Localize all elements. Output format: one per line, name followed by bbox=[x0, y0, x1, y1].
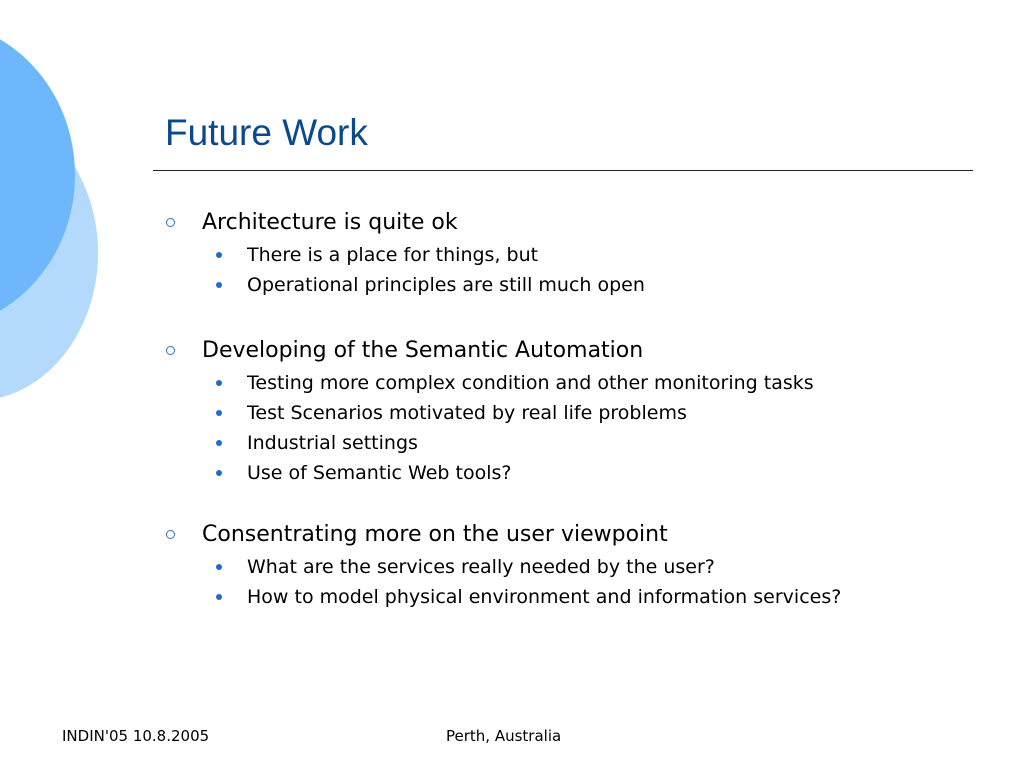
sub-bullet-text: Test Scenarios motivated by real life problems bbox=[247, 402, 687, 424]
sub-bullet-text: Testing more complex condition and other monitoring tasks bbox=[247, 372, 814, 394]
dot-bullet-icon bbox=[216, 410, 222, 416]
sub-bullet bbox=[247, 400, 687, 426]
sub-bullet-text: What are the services really needed by the user? bbox=[247, 556, 715, 578]
bullet-text: Consentrating more on the user viewpoint bbox=[202, 522, 668, 547]
sub-bullet-text: How to model physical environment and information services? bbox=[247, 586, 842, 608]
bullet-text: Developing of the Semantic Automation bbox=[202, 338, 644, 363]
sub-bullet-text: Use of Semantic Web tools? bbox=[247, 462, 512, 484]
sub-bullet-text: Operational principles are still much open bbox=[247, 274, 645, 296]
sub-bullet bbox=[247, 370, 814, 396]
dot-bullet-icon bbox=[216, 594, 222, 600]
dot-bullet-icon bbox=[216, 380, 222, 386]
hollow-circle-bullet-icon bbox=[166, 530, 175, 539]
hollow-circle-bullet-icon bbox=[166, 346, 175, 355]
sub-bullet-text: There is a place for things, but bbox=[247, 244, 539, 266]
sub-bullet bbox=[247, 272, 645, 298]
sub-bullet bbox=[247, 584, 841, 610]
footer-conference-date: INDIN'05 10.8.2005 bbox=[62, 727, 210, 745]
bullet-architecture bbox=[202, 209, 458, 237]
bullet-semantic-automation bbox=[202, 337, 643, 365]
sub-bullet bbox=[247, 430, 418, 456]
sub-bullet-text: Industrial settings bbox=[247, 432, 418, 454]
bullet-text: Architecture is quite ok bbox=[202, 210, 458, 235]
footer-location: Perth, Australia bbox=[446, 727, 562, 745]
bullet-user-viewpoint bbox=[202, 521, 668, 549]
slide-title: Future Work bbox=[165, 112, 368, 153]
dot-bullet-icon bbox=[216, 440, 222, 446]
dot-bullet-icon bbox=[216, 564, 222, 570]
dot-bullet-icon bbox=[216, 282, 222, 288]
dot-bullet-icon bbox=[216, 252, 222, 258]
dot-bullet-icon bbox=[216, 470, 222, 476]
hollow-circle-bullet-icon bbox=[166, 218, 175, 227]
sub-bullet bbox=[247, 554, 715, 580]
sub-bullet bbox=[247, 242, 538, 268]
sub-bullet bbox=[247, 460, 511, 486]
